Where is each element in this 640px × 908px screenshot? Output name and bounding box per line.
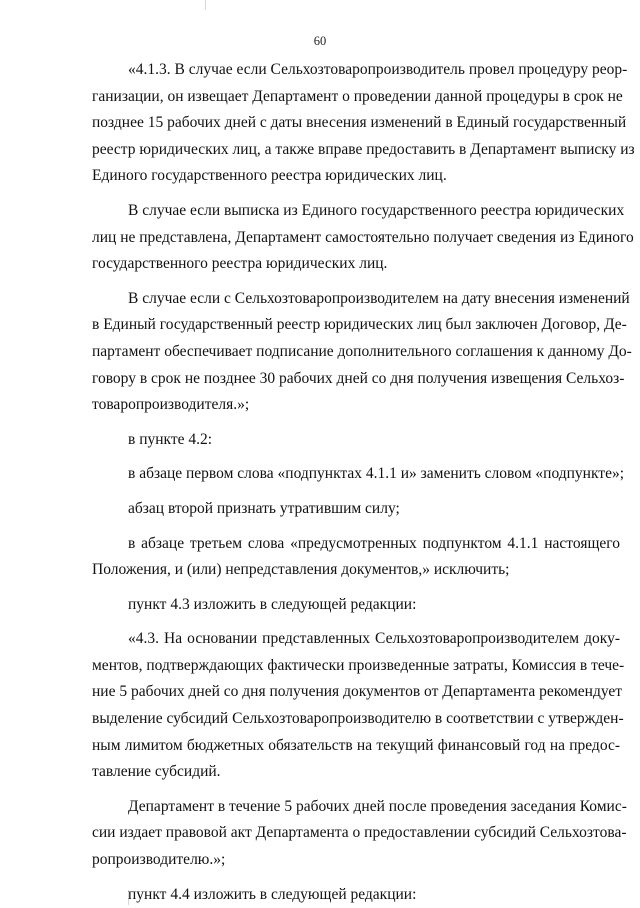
paragraph-p-extract	[92, 198, 634, 278]
paragraph-gap	[92, 523, 620, 531]
text-line: «4.3. На основании представленных Сельхозтоваропроизводителем доку-	[128, 630, 620, 648]
text-line: в абзаце первом слова «подпунктах 4.1.1 и» заменить словом «подпункте»;	[128, 465, 625, 483]
paragraph-gap	[92, 419, 620, 427]
text-line: говору в срок не позднее 30 рабочих дней со дня получения извещения Сельхоз-	[92, 369, 625, 387]
paragraph-gap	[92, 786, 620, 794]
text-line: ганизации, он извещает Департамент о проведении данной процедуры в срок не	[92, 87, 623, 105]
paragraph-p-second-para	[92, 496, 620, 523]
text-line: пункт 4.4 изложить в следующей редакции:	[128, 885, 417, 903]
paragraph-gap	[92, 874, 620, 882]
paragraph-p-contract	[92, 286, 632, 419]
paragraph-p-4-1-3	[92, 57, 635, 190]
paragraph-gap	[92, 618, 620, 626]
text-line: выделение субсидий Сельхозтоваропроизводителю в соответствии с утвержден-	[92, 710, 624, 728]
paragraph-gap	[92, 584, 620, 592]
text-line: в абзаце третьем слова «предусмотренных подпунктом 4.1.1 настоящего	[128, 534, 620, 552]
paragraph-p-first-para	[92, 461, 625, 488]
text-line: Положения, и (или) непредставления документов,» исключить;	[92, 561, 510, 579]
text-line: «4.1.3. В случае если Сельхозтоваропроизводитель провел процедуру реор-	[128, 61, 628, 78]
text-line: лиц не представлена, Департамент самостоятельно получает сведения из Единого	[92, 228, 634, 246]
text-line: В случае если с Сельхозтоваропроизводителем на дату внесения изменений	[128, 289, 630, 307]
scan-artifact-top	[205, 0, 206, 10]
text-line: в Единый государственный реестр юридических лиц был заключен Договор, Де-	[92, 316, 627, 334]
text-line: В случае если выписка из Единого государственного реестра юридических	[128, 201, 625, 219]
text-line: позднее 15 рабочих дней с даты внесения изменений в Единый государственный	[92, 114, 627, 132]
document-body	[92, 57, 635, 908]
text-line: ментов, подтверждающих фактически произведенные затраты, Комиссия в тече-	[92, 656, 625, 674]
text-line: государственного реестра юридических лиц.	[92, 255, 388, 273]
text-line: тавление субсидий.	[92, 763, 221, 781]
paragraph-gap	[92, 453, 620, 461]
text-line: Единого государственного реестра юридических лиц.	[92, 167, 447, 185]
paragraph-p-item-4-3	[92, 592, 620, 619]
text-line: Департамент в течение 5 рабочих дней после проведения заседания Комис-	[128, 797, 627, 815]
text-line: пункт 4.3 изложить в следующей редакции:	[128, 595, 417, 613]
paragraph-gap	[92, 488, 620, 496]
text-line: реестр юридических лиц, а также вправе предоставить в Департамент выписку из	[92, 140, 635, 158]
text-line: ным лимитом бюджетных обязательств на текущий финансовый год на предос-	[92, 736, 620, 754]
paragraph-gap	[92, 278, 620, 286]
page-number: 60	[313, 34, 327, 48]
text-line: ропроизводителю.»;	[92, 851, 226, 869]
text-line: ние 5 рабочих дней со дня получения документов от Департамента рекомендует	[92, 683, 623, 701]
text-line: в пункте 4.2:	[128, 430, 213, 448]
paragraph-gap	[92, 190, 620, 198]
paragraph-p-third-para	[92, 531, 620, 584]
paragraph-p-item-4-4	[92, 882, 620, 908]
paragraph-p-item-4-2	[92, 427, 620, 454]
paragraph-p-legal-act	[92, 794, 627, 874]
text-line: товаропроизводителя.»;	[92, 396, 250, 414]
text-line: абзац второй признать утратившим силу;	[128, 499, 400, 517]
text-line: партамент обеспечивает подписание дополнительного соглашения к данному До-	[92, 342, 632, 360]
text-line: сии издает правовой акт Департамента о предоставлении субсидий Сельхозтова-	[92, 824, 627, 842]
paragraph-p-4-3	[92, 626, 625, 786]
